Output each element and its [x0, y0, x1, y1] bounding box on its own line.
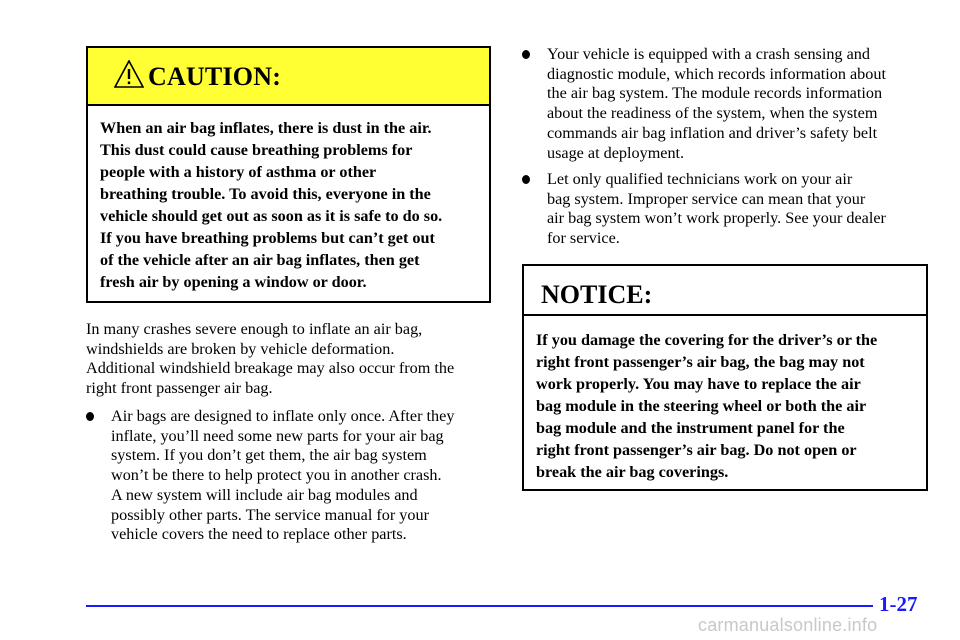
bullet-icon	[522, 175, 530, 184]
warning-triangle-icon	[114, 60, 144, 88]
notice-header	[524, 266, 926, 316]
notice-text: If you damage the covering for the driver’s or the right front passenger’s air bag, the bag may not work properly. You may have to replace the air bag module in the steering wheel or both the air bag module and the instrument panel for the right front passenger’s air bag. Do not open or break the air bag coverings.	[536, 331, 878, 481]
footer-rule	[86, 605, 873, 607]
caution-header	[88, 48, 489, 106]
caution-box	[86, 46, 491, 303]
notice-title: NOTICE:	[541, 280, 653, 309]
bullet-icon	[522, 50, 530, 59]
bullet-text: Your vehicle is equipped with a crash sensing and diagnostic module, which records information about the air bag system. The module records information about the readiness of the system, when the system commands air bag inflation and driver’s safety belt usage at deployment.	[547, 45, 886, 162]
page-number: 1-27	[879, 592, 918, 616]
bullet-text: Let only qualified technicians work on your air bag system. Improper service can mean that your air bag system won’t work properly. See your dealer for service.	[547, 170, 886, 248]
bullet-text: Air bags are designed to inflate only once. After they inflate, you’ll need some new parts for your air bag system. If you don’t get them, the air bag system won’t be there to help protect you in another crash. A new system will include air bag modules and possibly other parts. The service manual for your vehicle covers the need to replace other parts.	[111, 407, 455, 544]
caution-text: When an air bag inflates, there is dust in the air. This dust could cause breathing problems for people with a history of asthma or other breathing trouble. To avoid this, everyone in the vehicle should get out as soon as it is safe to do so. If you have breathing problems but can’t get out of the vehicle after an air bag inflates, then get fresh air by opening a window or door.	[100, 119, 443, 291]
notice-box	[522, 264, 928, 491]
crash-paragraph: In many crashes severe enough to inflate an air bag, windshields are broken by vehicle deformation. Additional windshield breakage may also occur from the right front passenger air bag.	[86, 320, 455, 397]
caution-title: CAUTION:	[148, 62, 282, 91]
watermark: carmanualsonline.info	[698, 615, 878, 635]
bullet-icon	[86, 412, 94, 421]
